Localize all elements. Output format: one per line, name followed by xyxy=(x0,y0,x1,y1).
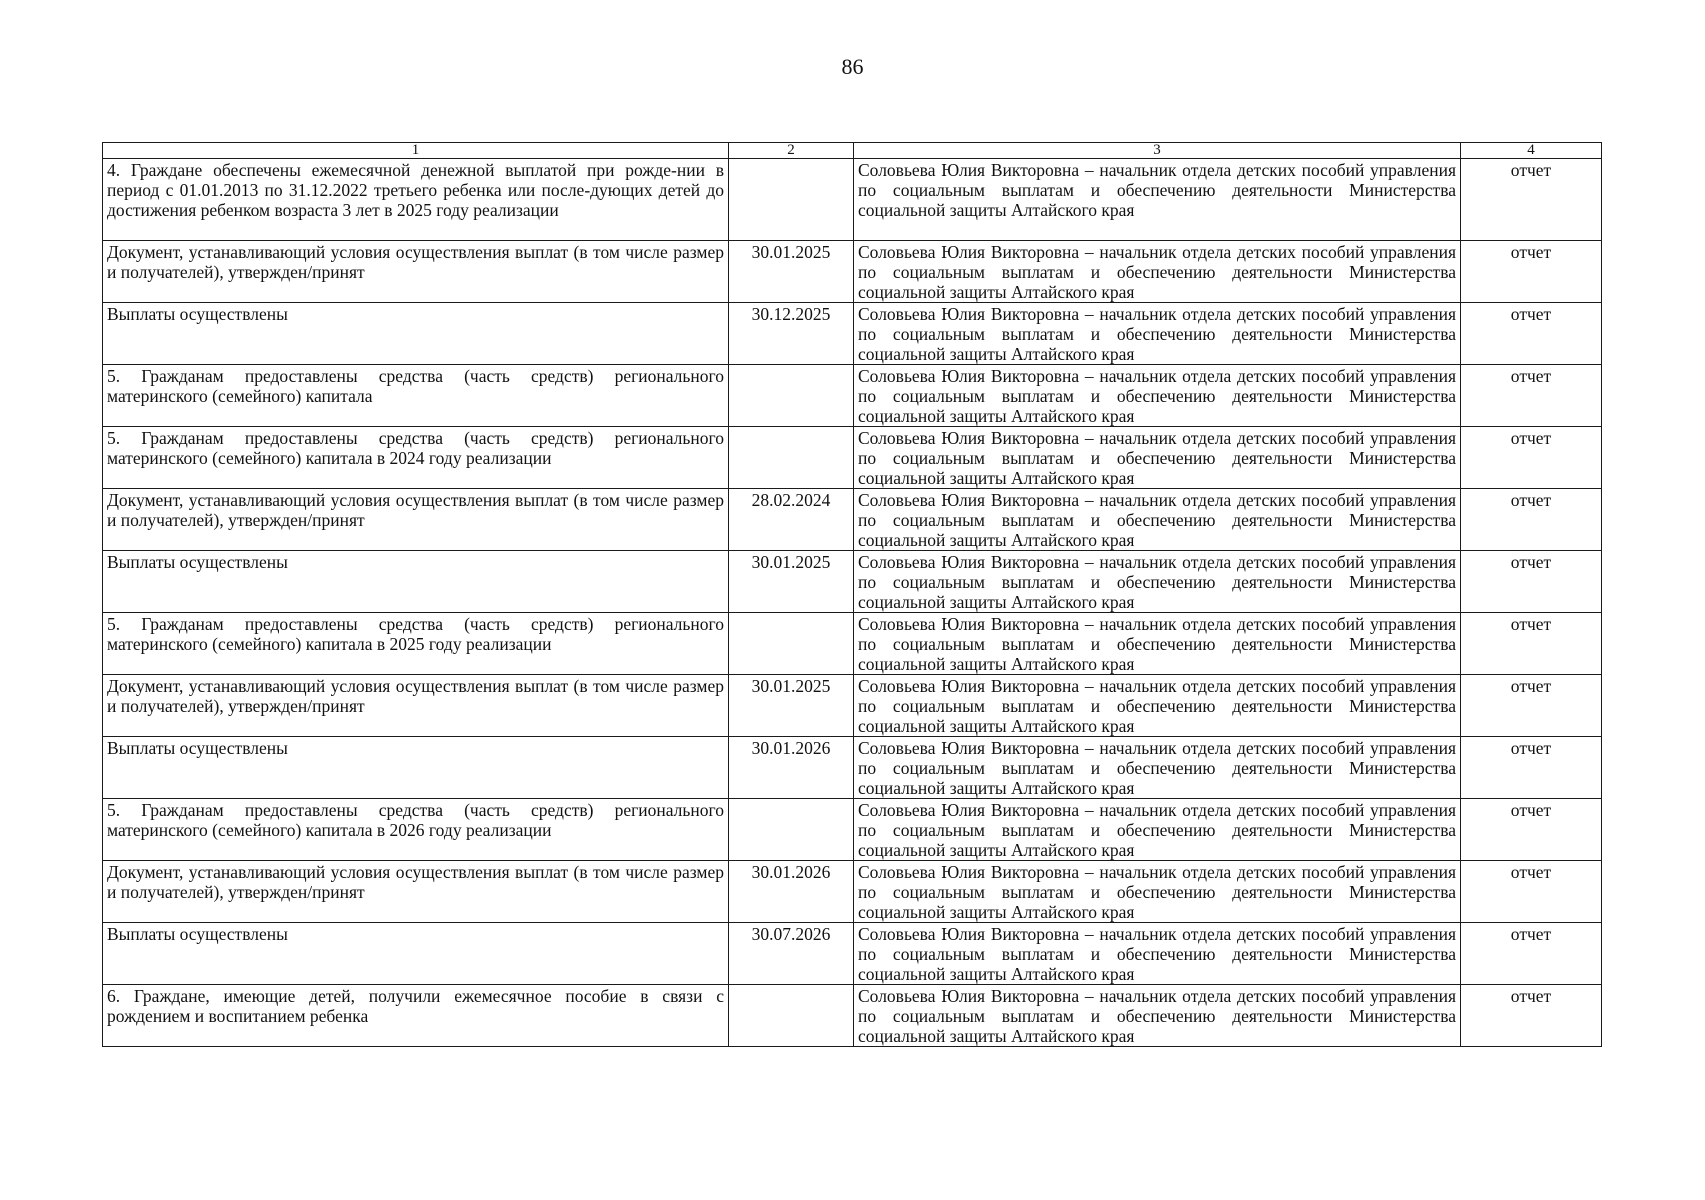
date-cell xyxy=(729,613,854,675)
event-cell: Документ, устанавливающий условия осуществления выплат (в том числе размер и получателей), утвержден/принят xyxy=(103,861,729,923)
date-cell xyxy=(729,799,854,861)
table-row xyxy=(103,985,1602,1047)
date-cell: 30.12.2025 xyxy=(729,303,854,365)
table-row xyxy=(103,613,1602,675)
column-header: 3 xyxy=(854,143,1461,159)
date-cell xyxy=(729,159,854,241)
document-cell: отчет xyxy=(1461,737,1602,799)
document-cell: отчет xyxy=(1461,675,1602,737)
event-cell: Выплаты осуществлены xyxy=(103,737,729,799)
document-cell: отчет xyxy=(1461,489,1602,551)
table-row xyxy=(103,861,1602,923)
responsible-cell: Соловьева Юлия Викторовна – начальник отдела детских пособий управления по социальным выплатам и обеспечению деятельности Министерства социальной защиты Алтайского края xyxy=(854,861,1461,923)
responsible-cell: Соловьева Юлия Викторовна – начальник отдела детских пособий управления по социальным выплатам и обеспечению деятельности Министерства социальной защиты Алтайского края xyxy=(854,799,1461,861)
date-cell xyxy=(729,427,854,489)
document-cell: отчет xyxy=(1461,923,1602,985)
event-cell: 5. Гражданам предоставлены средства (часть средств) регионального материнского (семейного) капитала в 2024 году реализации xyxy=(103,427,729,489)
table-row xyxy=(103,303,1602,365)
table-row xyxy=(103,427,1602,489)
responsible-cell: Соловьева Юлия Викторовна – начальник отдела детских пособий управления по социальным выплатам и обеспечению деятельности Министерства социальной защиты Алтайского края xyxy=(854,427,1461,489)
date-cell: 30.01.2025 xyxy=(729,551,854,613)
date-cell: 30.01.2026 xyxy=(729,737,854,799)
event-cell: 6. Граждане, имеющие детей, получили ежемесячное пособие в связи с рождением и воспитанием ребенка xyxy=(103,985,729,1047)
document-cell: отчет xyxy=(1461,551,1602,613)
implementation-plan-table xyxy=(102,142,1602,1047)
date-cell: 28.02.2024 xyxy=(729,489,854,551)
event-cell: Документ, устанавливающий условия осуществления выплат (в том числе размер и получателей), утвержден/принят xyxy=(103,489,729,551)
responsible-cell: Соловьева Юлия Викторовна – начальник отдела детских пособий управления по социальным выплатам и обеспечению деятельности Министерства социальной защиты Алтайского края xyxy=(854,985,1461,1047)
responsible-cell: Соловьева Юлия Викторовна – начальник отдела детских пособий управления по социальным выплатам и обеспечению деятельности Министерства социальной защиты Алтайского края xyxy=(854,675,1461,737)
date-cell: 30.01.2025 xyxy=(729,241,854,303)
event-cell: Выплаты осуществлены xyxy=(103,923,729,985)
document-cell: отчет xyxy=(1461,799,1602,861)
event-cell: 5. Гражданам предоставлены средства (часть средств) регионального материнского (семейного) капитала xyxy=(103,365,729,427)
document-cell: отчет xyxy=(1461,861,1602,923)
responsible-cell: Соловьева Юлия Викторовна – начальник отдела детских пособий управления по социальным выплатам и обеспечению деятельности Министерства социальной защиты Алтайского края xyxy=(854,737,1461,799)
responsible-cell: Соловьева Юлия Викторовна – начальник отдела детских пособий управления по социальным выплатам и обеспечению деятельности Министерства социальной защиты Алтайского края xyxy=(854,365,1461,427)
event-cell: Документ, устанавливающий условия осуществления выплат (в том числе размер и получателей), утвержден/принят xyxy=(103,241,729,303)
column-header: 2 xyxy=(729,143,854,159)
table-row xyxy=(103,551,1602,613)
table-row xyxy=(103,159,1602,241)
document-cell: отчет xyxy=(1461,613,1602,675)
table-row xyxy=(103,737,1602,799)
column-header: 1 xyxy=(103,143,729,159)
responsible-cell: Соловьева Юлия Викторовна – начальник отдела детских пособий управления по социальным выплатам и обеспечению деятельности Министерства социальной защиты Алтайского края xyxy=(854,489,1461,551)
event-cell: Документ, устанавливающий условия осуществления выплат (в том числе размер и получателей), утвержден/принят xyxy=(103,675,729,737)
date-cell xyxy=(729,985,854,1047)
document-cell: отчет xyxy=(1461,241,1602,303)
responsible-cell: Соловьева Юлия Викторовна – начальник отдела детских пособий управления по социальным выплатам и обеспечению деятельности Министерства социальной защиты Алтайского края xyxy=(854,159,1461,241)
event-cell: Выплаты осуществлены xyxy=(103,303,729,365)
responsible-cell: Соловьева Юлия Викторовна – начальник отдела детских пособий управления по социальным выплатам и обеспечению деятельности Министерства социальной защиты Алтайского края xyxy=(854,613,1461,675)
document-cell: отчет xyxy=(1461,303,1602,365)
date-cell: 30.01.2025 xyxy=(729,675,854,737)
document-cell: отчет xyxy=(1461,985,1602,1047)
table-row xyxy=(103,241,1602,303)
responsible-cell: Соловьева Юлия Викторовна – начальник отдела детских пособий управления по социальным выплатам и обеспечению деятельности Министерства социальной защиты Алтайского края xyxy=(854,551,1461,613)
date-cell: 30.07.2026 xyxy=(729,923,854,985)
document-cell: отчет xyxy=(1461,427,1602,489)
event-cell: 5. Гражданам предоставлены средства (часть средств) регионального материнского (семейного) капитала в 2025 году реализации xyxy=(103,613,729,675)
page-number: 86 xyxy=(841,54,864,79)
responsible-cell: Соловьева Юлия Викторовна – начальник отдела детских пособий управления по социальным выплатам и обеспечению деятельности Министерства социальной защиты Алтайского края xyxy=(854,303,1461,365)
table-row xyxy=(103,489,1602,551)
column-header: 4 xyxy=(1461,143,1602,159)
event-cell: 5. Гражданам предоставлены средства (часть средств) регионального материнского (семейного) капитала в 2026 году реализации xyxy=(103,799,729,861)
document-cell: отчет xyxy=(1461,365,1602,427)
column-number-row xyxy=(103,143,1602,159)
responsible-cell: Соловьева Юлия Викторовна – начальник отдела детских пособий управления по социальным выплатам и обеспечению деятельности Министерства социальной защиты Алтайского края xyxy=(854,923,1461,985)
event-cell: Выплаты осуществлены xyxy=(103,551,729,613)
table-row xyxy=(103,675,1602,737)
event-cell: 4. Граждане обеспечены ежемесячной денежной выплатой при рожде-нии в период с 01.01.2013 по 31.12.2022 третьего ребенка или после-дующих детей до достижения ребенком возраста 3 лет в 2025 году реализации xyxy=(103,159,729,241)
table-row xyxy=(103,365,1602,427)
table-row xyxy=(103,923,1602,985)
date-cell: 30.01.2026 xyxy=(729,861,854,923)
document-cell: отчет xyxy=(1461,159,1602,241)
table-row xyxy=(103,799,1602,861)
responsible-cell: Соловьева Юлия Викторовна – начальник отдела детских пособий управления по социальным выплатам и обеспечению деятельности Министерства социальной защиты Алтайского края xyxy=(854,241,1461,303)
date-cell xyxy=(729,365,854,427)
